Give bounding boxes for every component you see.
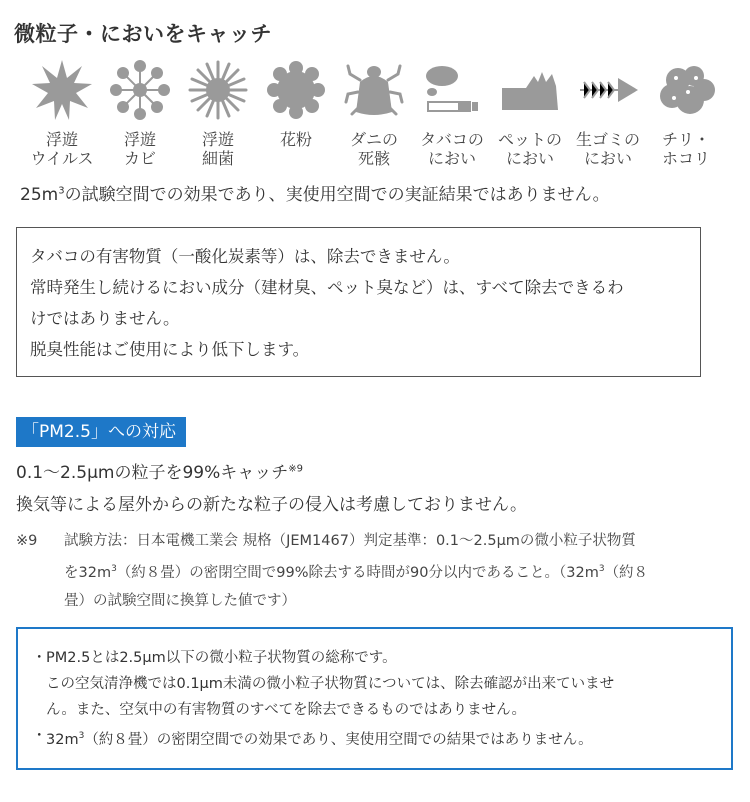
- dust-icon: [654, 58, 718, 122]
- virus-icon: [30, 58, 94, 122]
- icon-item-mite: [334, 58, 414, 168]
- pm25-ventilation-note: 換気等による屋外からの新たな粒子の侵入は考慮しておりません。: [16, 495, 528, 515]
- info-item: ・ $32m^3$（約８畳）の密閉空間での効果であり、実使用空間での結果ではありません。: [32, 728, 593, 748]
- bacteria-icon: [186, 58, 250, 122]
- icon-label: 花粉: [279, 130, 312, 149]
- icon-item-pet: [490, 58, 570, 168]
- caution-line: 脱臭性能はご使用により低下します。: [30, 340, 310, 359]
- caution-box: [16, 227, 701, 377]
- pm25-heading: 「PM2.5」への対応: [16, 417, 186, 447]
- icon-label: ペットの におい: [497, 130, 562, 168]
- icon-label: ダニの 死骸: [349, 130, 398, 168]
- garbage-icon: [576, 58, 640, 122]
- icon-item-dust: [646, 58, 726, 168]
- caution-line: タバコの有害物質（一酸化炭素等）は、除去できません。: [30, 247, 460, 266]
- footnote-9: [16, 527, 736, 615]
- pm25-catch-text: 0.1～2.5μmの粒子を99%キャッチ$^{※9}$: [16, 463, 303, 483]
- icon-label: 浮遊 細菌: [201, 130, 234, 168]
- icon-label: 浮遊 カビ: [123, 130, 156, 168]
- mold-icon: [108, 58, 172, 122]
- icon-item-tobacco: [412, 58, 492, 168]
- icon-item-mold: [100, 58, 180, 168]
- test-space-note: $25m^3$の試験空間での効果であり、実使用空間での実証結果ではありません。: [20, 185, 610, 205]
- pm25-info-box: [16, 627, 733, 770]
- icon-label: 浮遊 ウイルス: [30, 130, 94, 168]
- footnote-ref: ※9: [16, 533, 38, 549]
- icon-item-virus: [22, 58, 102, 168]
- pollen-icon: [264, 58, 328, 122]
- caution-line: 常時発生し続けるにおい成分（建材臭、ペット臭など）は、すべて除去できるわ: [30, 278, 624, 297]
- icon-label: チリ・ ホコリ: [661, 130, 710, 168]
- dead-mite-icon: [342, 58, 406, 122]
- icon-label: タバコの におい: [420, 130, 484, 168]
- icon-label: 生ゴミの におい: [575, 130, 640, 168]
- info-item: ・ PM2.5とは2.5μm以下の微小粒子状物質の総称です。 この空気清浄機では0.1μm未満の微小粒子状物質については、除去確認が出来ていませ ん。また、空気中の有害物質のすべてを除去できるものではありません。: [32, 650, 615, 718]
- target-icons-row: [18, 58, 730, 178]
- caution-line: けではありません。: [30, 309, 180, 328]
- pet-icon: [498, 58, 562, 122]
- icon-item-pollen: [256, 58, 336, 149]
- tobacco-icon: [420, 58, 484, 122]
- section-title: 微粒子・においをキャッチ: [14, 22, 272, 46]
- icon-item-bacteria: [178, 58, 258, 168]
- icon-item-garbage: [568, 58, 648, 168]
- footnote-text: 試験方法：日本電機工業会 規格（JEM1467）判定基準：0.1～2.5μmの微小粒子状物質 を$32m^3$（約８畳）の密閉空間で99%除去する時間が90分以内であること。（$32m^3$（約８ 畳）の試験空間に換算した値です）: [64, 533, 649, 609]
